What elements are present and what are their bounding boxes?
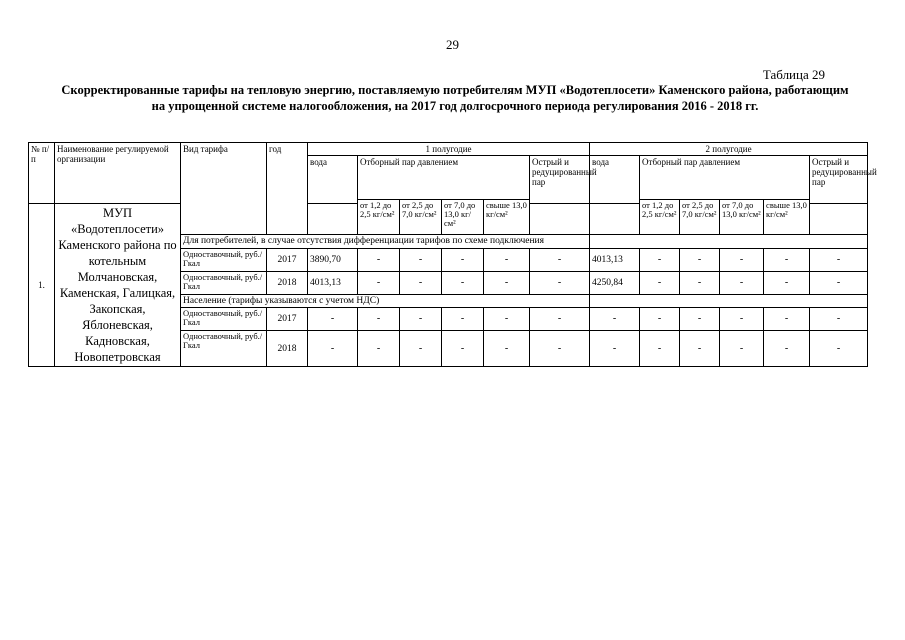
water-value-h1: - [308,331,358,367]
header-p3-1: от 7,0 до 13,0 кг/см² [442,200,484,235]
water-value-h2: 4013,13 [590,248,640,271]
table-row: Одноставочный, руб./Гкал 2018 4013,13 - - - - - 4250,84 - - - - - [29,271,868,294]
header-sharp-1: Острый и редуцированный пар [530,156,590,204]
page-number: 29 [446,37,459,52]
row-number: 1. [29,204,55,367]
header-year: год [267,143,308,235]
year-cell: 2017 [267,308,308,331]
water-value-h2: - [590,308,640,331]
header-p4-2: свыше 13,0 кг/см² [764,200,810,235]
document-title: Скорректированные тарифы на тепловую энергию, поставляемую потребителям МУП «Водотеплосети» Каменского района, работающим на упрощенной системе налогообложения, на 2017 год долгосрочного периода регулирования 2016 - 2018 гг. [61,83,849,113]
tariff-type: Одноставочный, руб./Гкал [181,308,267,331]
year-cell: 2018 [267,331,308,367]
header-steam-1: Отборный пар давлением [358,156,530,200]
header-steam-2: Отборный пар давлением [640,156,810,200]
tariff-table [28,142,877,367]
header-sharp-2: Острый и редуцированный пар [810,156,868,204]
header-water-2: вода [590,156,640,204]
water-value-h2: - [590,331,640,367]
header-p2-1: от 2,5 до 7,0 кг/см² [400,200,442,235]
water-value-h1: - [308,308,358,331]
organization-name: МУП «Водотеплосети» Каменского района по котельным Молчановская, Каменская, Галицкая, Закопская, Яблоневская, Кадновская, Новопетровская [55,204,181,367]
header-water-1: вода [308,156,358,204]
water-value-h1: 4013,13 [308,271,358,294]
header-num: № п/п [29,143,55,204]
header-tariff-type: Вид тарифа [181,143,267,235]
water-value-h2: 4250,84 [590,271,640,294]
year-cell: 2018 [267,271,308,294]
header-p1-2: от 1,2 до 2,5 кг/см² [640,200,680,235]
header-org: Наименование регулируемой организации [55,143,181,204]
header-half-2: 2 полугодие [590,143,868,156]
header-half-1: 1 полугодие [308,143,590,156]
year-cell: 2017 [267,248,308,271]
header-p3-2: от 7,0 до 13,0 кг/см² [720,200,764,235]
header-p2-2: от 2,5 до 7,0 кг/см² [680,200,720,235]
water-value-h1: 3890,70 [308,248,358,271]
table-row: Одноставочный, руб./Гкал 2017 3890,70 - - - - - 4013,13 - - - - - [29,248,868,271]
table-row: Одноставочный, руб./Гкал 2018 - - - - - - - - - - - - [29,331,868,367]
segment-consumers: Для потребителей, в случае отсутствия дифференциации тарифов по схеме подключения [181,235,590,249]
table-row: Одноставочный, руб./Гкал 2017 - - - - - - - - - - - - [29,308,868,331]
segment-population: Население (тарифы указываются с учетом НДС) [181,294,590,308]
tariff-type: Одноставочный, руб./Гкал [181,248,267,271]
header-p4-1: свыше 13,0 кг/см² [484,200,530,235]
header-row-1 [29,143,868,156]
tariff-type: Одноставочный, руб./Гкал [181,331,267,367]
tariff-type: Одноставочный, руб./Гкал [181,271,267,294]
header-p1-1: от 1,2 до 2,5 кг/см² [358,200,400,235]
table-label: Таблица 29 [762,67,825,82]
